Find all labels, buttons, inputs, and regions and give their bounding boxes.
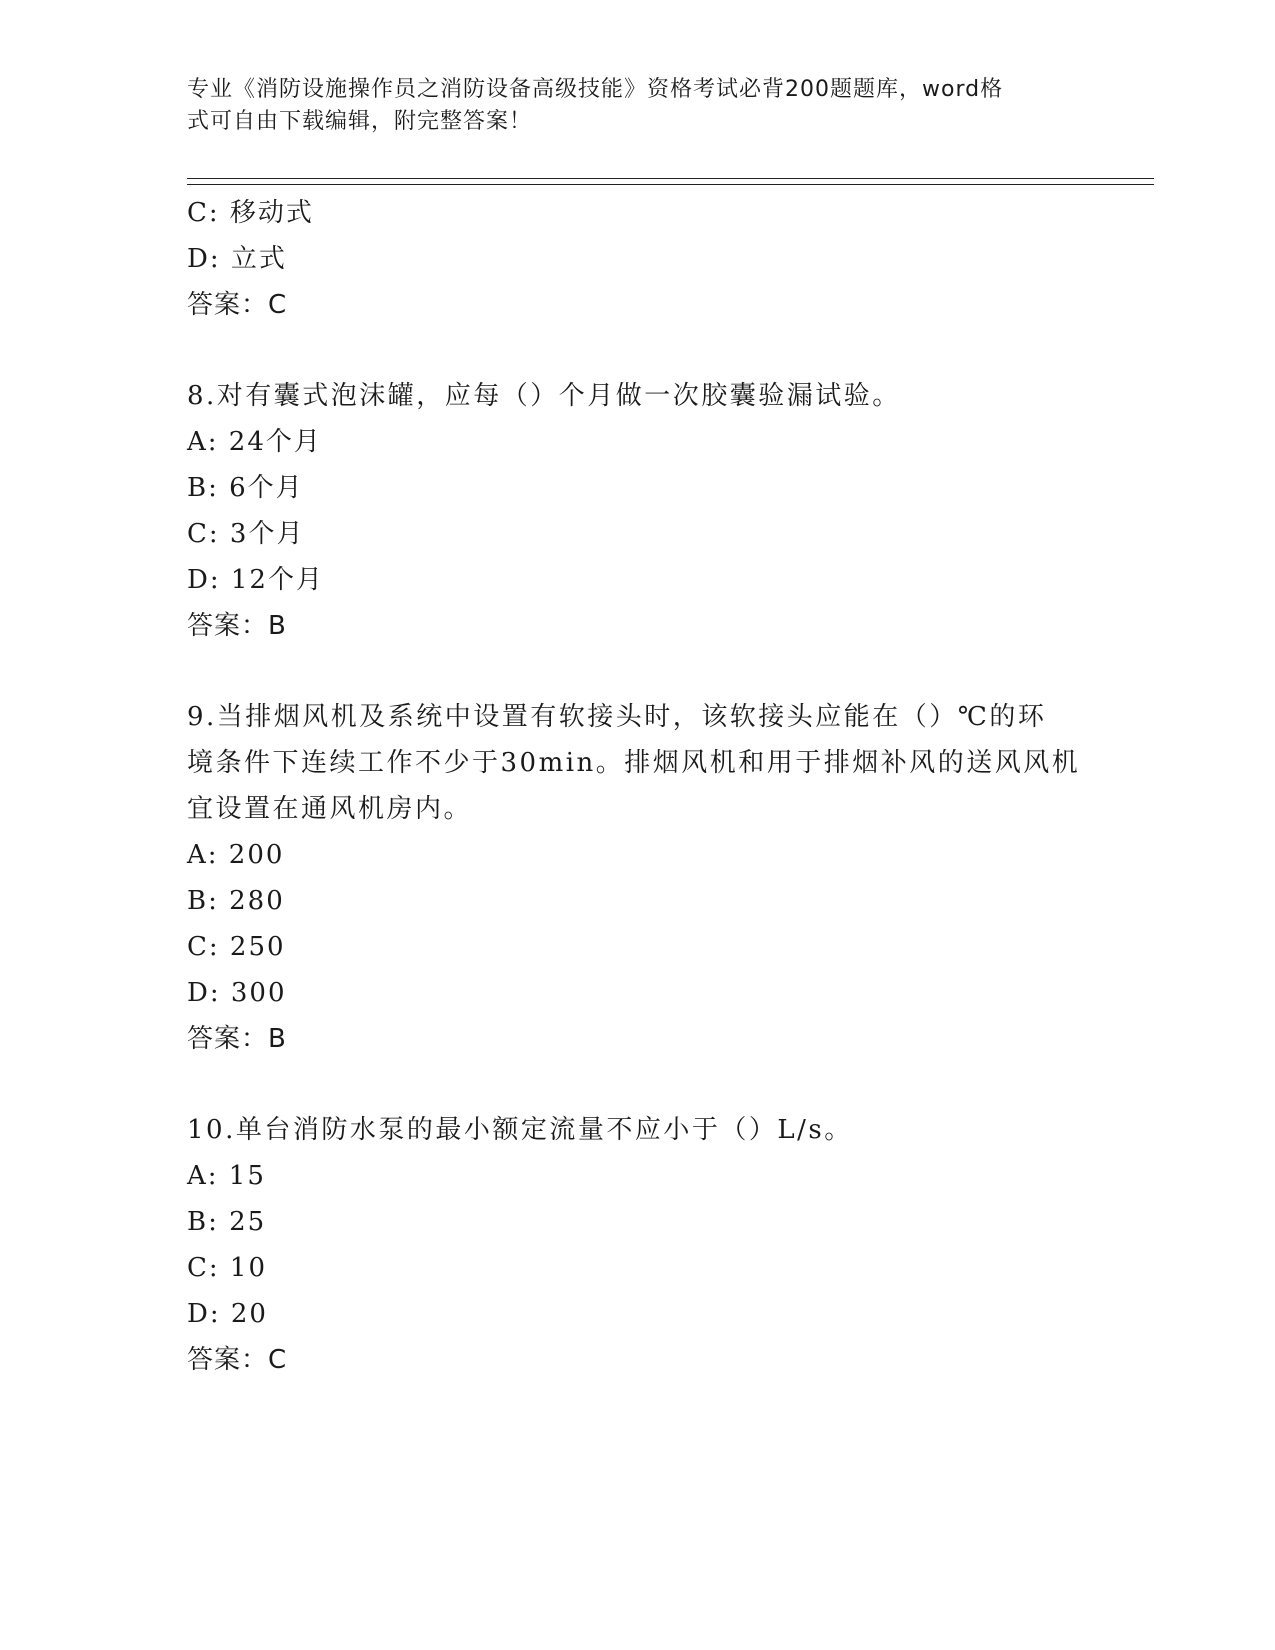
question-text: 8.对有囊式泡沫罐，应每（）个月做一次胶囊验漏试验。: [187, 381, 901, 411]
option-d: D: 300: [187, 978, 287, 1008]
option-c: C: 250: [187, 932, 286, 962]
document-header: [187, 74, 1087, 138]
header-divider-top: [187, 178, 1154, 179]
option-a: A: 200: [187, 840, 285, 870]
answer-line: 答案：B: [187, 611, 287, 641]
option-d: D: 立式: [187, 244, 287, 274]
option-a: A: 15: [187, 1161, 266, 1191]
option-d: D: 20: [187, 1299, 268, 1329]
option-d: D: 12个月: [187, 565, 324, 595]
header-line-2: 式可自由下载编辑，附完整答案！: [187, 109, 533, 134]
option-b: B: 280: [187, 886, 285, 916]
answer-line: 答案：B: [187, 1024, 287, 1054]
option-c: C: 3个月: [187, 519, 305, 549]
answer-line: 答案：C: [187, 290, 288, 320]
question-text: 9.当排烟风机及系统中设置有软接头时，该软接头应能在（）℃的环: [187, 702, 1047, 732]
question-list: [187, 190, 1087, 1383]
question-text: 宜设置在通风机房内。: [187, 794, 473, 824]
header-divider-bottom: [187, 184, 1154, 185]
spacer: [187, 328, 1087, 373]
spacer: [187, 1062, 1087, 1107]
option-b: B: 25: [187, 1207, 267, 1237]
question-9: [187, 694, 1087, 1062]
question-text: 10.单台消防水泵的最小额定流量不应小于（）L/s。: [187, 1115, 853, 1145]
question-8: [187, 373, 1087, 649]
answer-line: 答案：C: [187, 1345, 288, 1375]
option-c: C: 移动式: [187, 198, 314, 228]
question-text: 境条件下连续工作不少于30min。排烟风机和用于排烟补风的送风风机: [187, 748, 1081, 778]
option-a: A: 24个月: [187, 427, 322, 457]
option-b: B: 6个月: [187, 473, 304, 503]
question-7-continued: [187, 190, 1087, 328]
spacer: [187, 649, 1087, 694]
question-10: [187, 1107, 1087, 1383]
header-line-1: 专业《消防设施操作员之消防设备高级技能》资格考试必背200题题库，word格: [187, 77, 1004, 102]
option-c: C: 10: [187, 1253, 268, 1283]
